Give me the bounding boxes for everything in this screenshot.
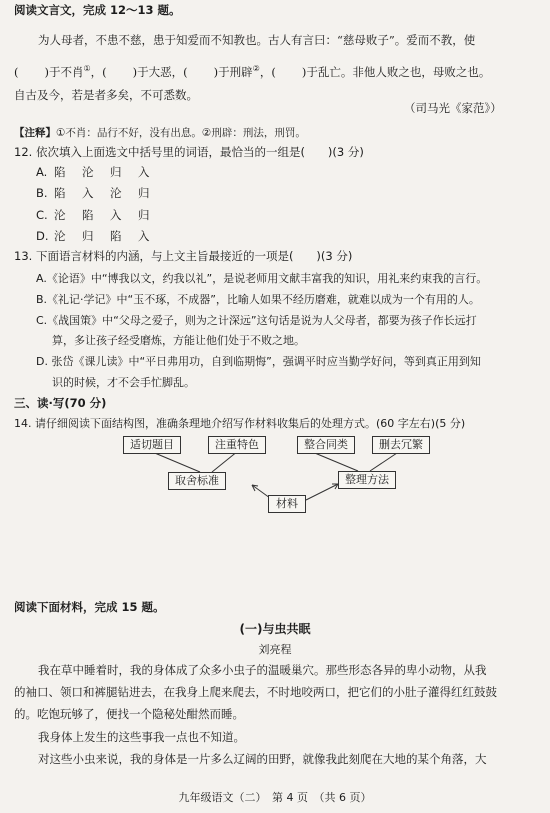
- diagram-box-organize-method: 整理方法: [338, 471, 396, 489]
- essay-paragraph-1-line-1: 我在草中睡着时，我的身体成了众多小虫子的温暖巢穴。那些形态各异的卑小动物，从我: [38, 663, 487, 677]
- q13-option-d-line-2: 识的时候，才不会手忙脚乱。: [52, 376, 195, 389]
- essay-author: 刘亮程: [258, 643, 292, 656]
- classical-line-1: 为人母者，不患不慈，患于知爱而不知教也。古人有言曰：“慈母败子”。爱而不教，使: [38, 33, 476, 47]
- q13-option-b: B.《礼记·学记》中“玉不琢，不成器”，比喻人如果不经历磨难，就难以成为一个有用的人。: [36, 293, 480, 306]
- notes: 【注释】①不肖：品行不好，没有出息。②刑辟：刑法，刑罚。: [14, 127, 306, 139]
- classical-line-3: 自古及今，若是者多矣，不可悉数。: [14, 88, 198, 102]
- diagram-box-material: 材料: [268, 495, 306, 513]
- q12-option-d: D. 沦 归 陷 入: [36, 229, 150, 243]
- section-2-intro: 阅读下面材料，完成 15 题。: [14, 600, 165, 614]
- diagram-box-feature: 注重特色: [208, 436, 266, 454]
- question-13-stem: 13. 下面语言材料的内涵，与上文主旨最接近的一项是( )(3 分): [14, 249, 353, 263]
- essay-paragraph-1-line-3: 的。吃饱玩够了，便找一个隐秘处酣然而睡。: [14, 707, 244, 721]
- section-intro: 阅读文言文，完成 12～13 题。: [14, 3, 181, 17]
- q13-option-a: A.《论语》中“博我以文，约我以礼”，是说老师用文献丰富我的知识，用礼来约束我的言行。: [36, 272, 488, 285]
- diagram-box-integrate: 整合同类: [297, 436, 355, 454]
- classical-line-2: ( )于不肖①，( )于大恶，( )于刑辟②，( )于乱亡。非他人败之也，母败之也。: [14, 64, 491, 79]
- q13-option-d-line-1: D. 张岱《课儿读》中“平日弗用功，自到临期悔”，强调平时应当勤学好问，等到真正用到知: [36, 355, 481, 368]
- question-12-stem: 12. 依次填入上面选文中括号里的词语，最恰当的一组是( )(3 分): [14, 145, 364, 159]
- essay-paragraph-2: 我身体上发生的这些事我一点也不知道。: [38, 730, 245, 744]
- q12-option-c: C. 沦 陷 入 归: [36, 208, 150, 222]
- diagram-box-delete-redundant: 删去冗繁: [372, 436, 430, 454]
- q13-option-c-line-1: C.《战国策》中“父母之爱子，则为之计深远”这句话是说为人父母者，都要为孩子作长远打: [36, 314, 477, 327]
- q12-option-b: B. 陷 入 沦 归: [36, 186, 150, 200]
- q12-option-a: A. 陷 沦 归 入: [36, 165, 150, 179]
- diagram-box-suitable-topic: 适切题目: [123, 436, 181, 454]
- page-footer: 九年级语文（二） 第 4 页 （共 6 页）: [178, 791, 372, 804]
- diagram-box-selection-criteria: 取舍标准: [168, 472, 226, 490]
- question-14-stem: 14. 请仔细阅读下面结构图，准确条理地介绍写作材料收集后的处理方式。(60 字左右)(5 分): [14, 417, 466, 430]
- essay-paragraph-1-line-2: 的袖口、领口和裤腿钻进去，在我身上爬来爬去，不时地咬两口，把它们的小肚子灌得红红鼓鼓: [14, 685, 497, 699]
- part-3-heading: 三、读·写(70 分): [14, 396, 107, 410]
- classical-source: （司马光《家范》）: [404, 101, 502, 115]
- essay-paragraph-3: 对这些小虫来说，我的身体是一片多么辽阔的田野，就像我此刻爬在大地的某个角落，大: [38, 752, 487, 766]
- essay-title: (一)与虫共眠: [239, 622, 311, 636]
- q13-option-c-line-2: 算，多让孩子经受磨炼，方能让他们处于不败之地。: [52, 334, 305, 347]
